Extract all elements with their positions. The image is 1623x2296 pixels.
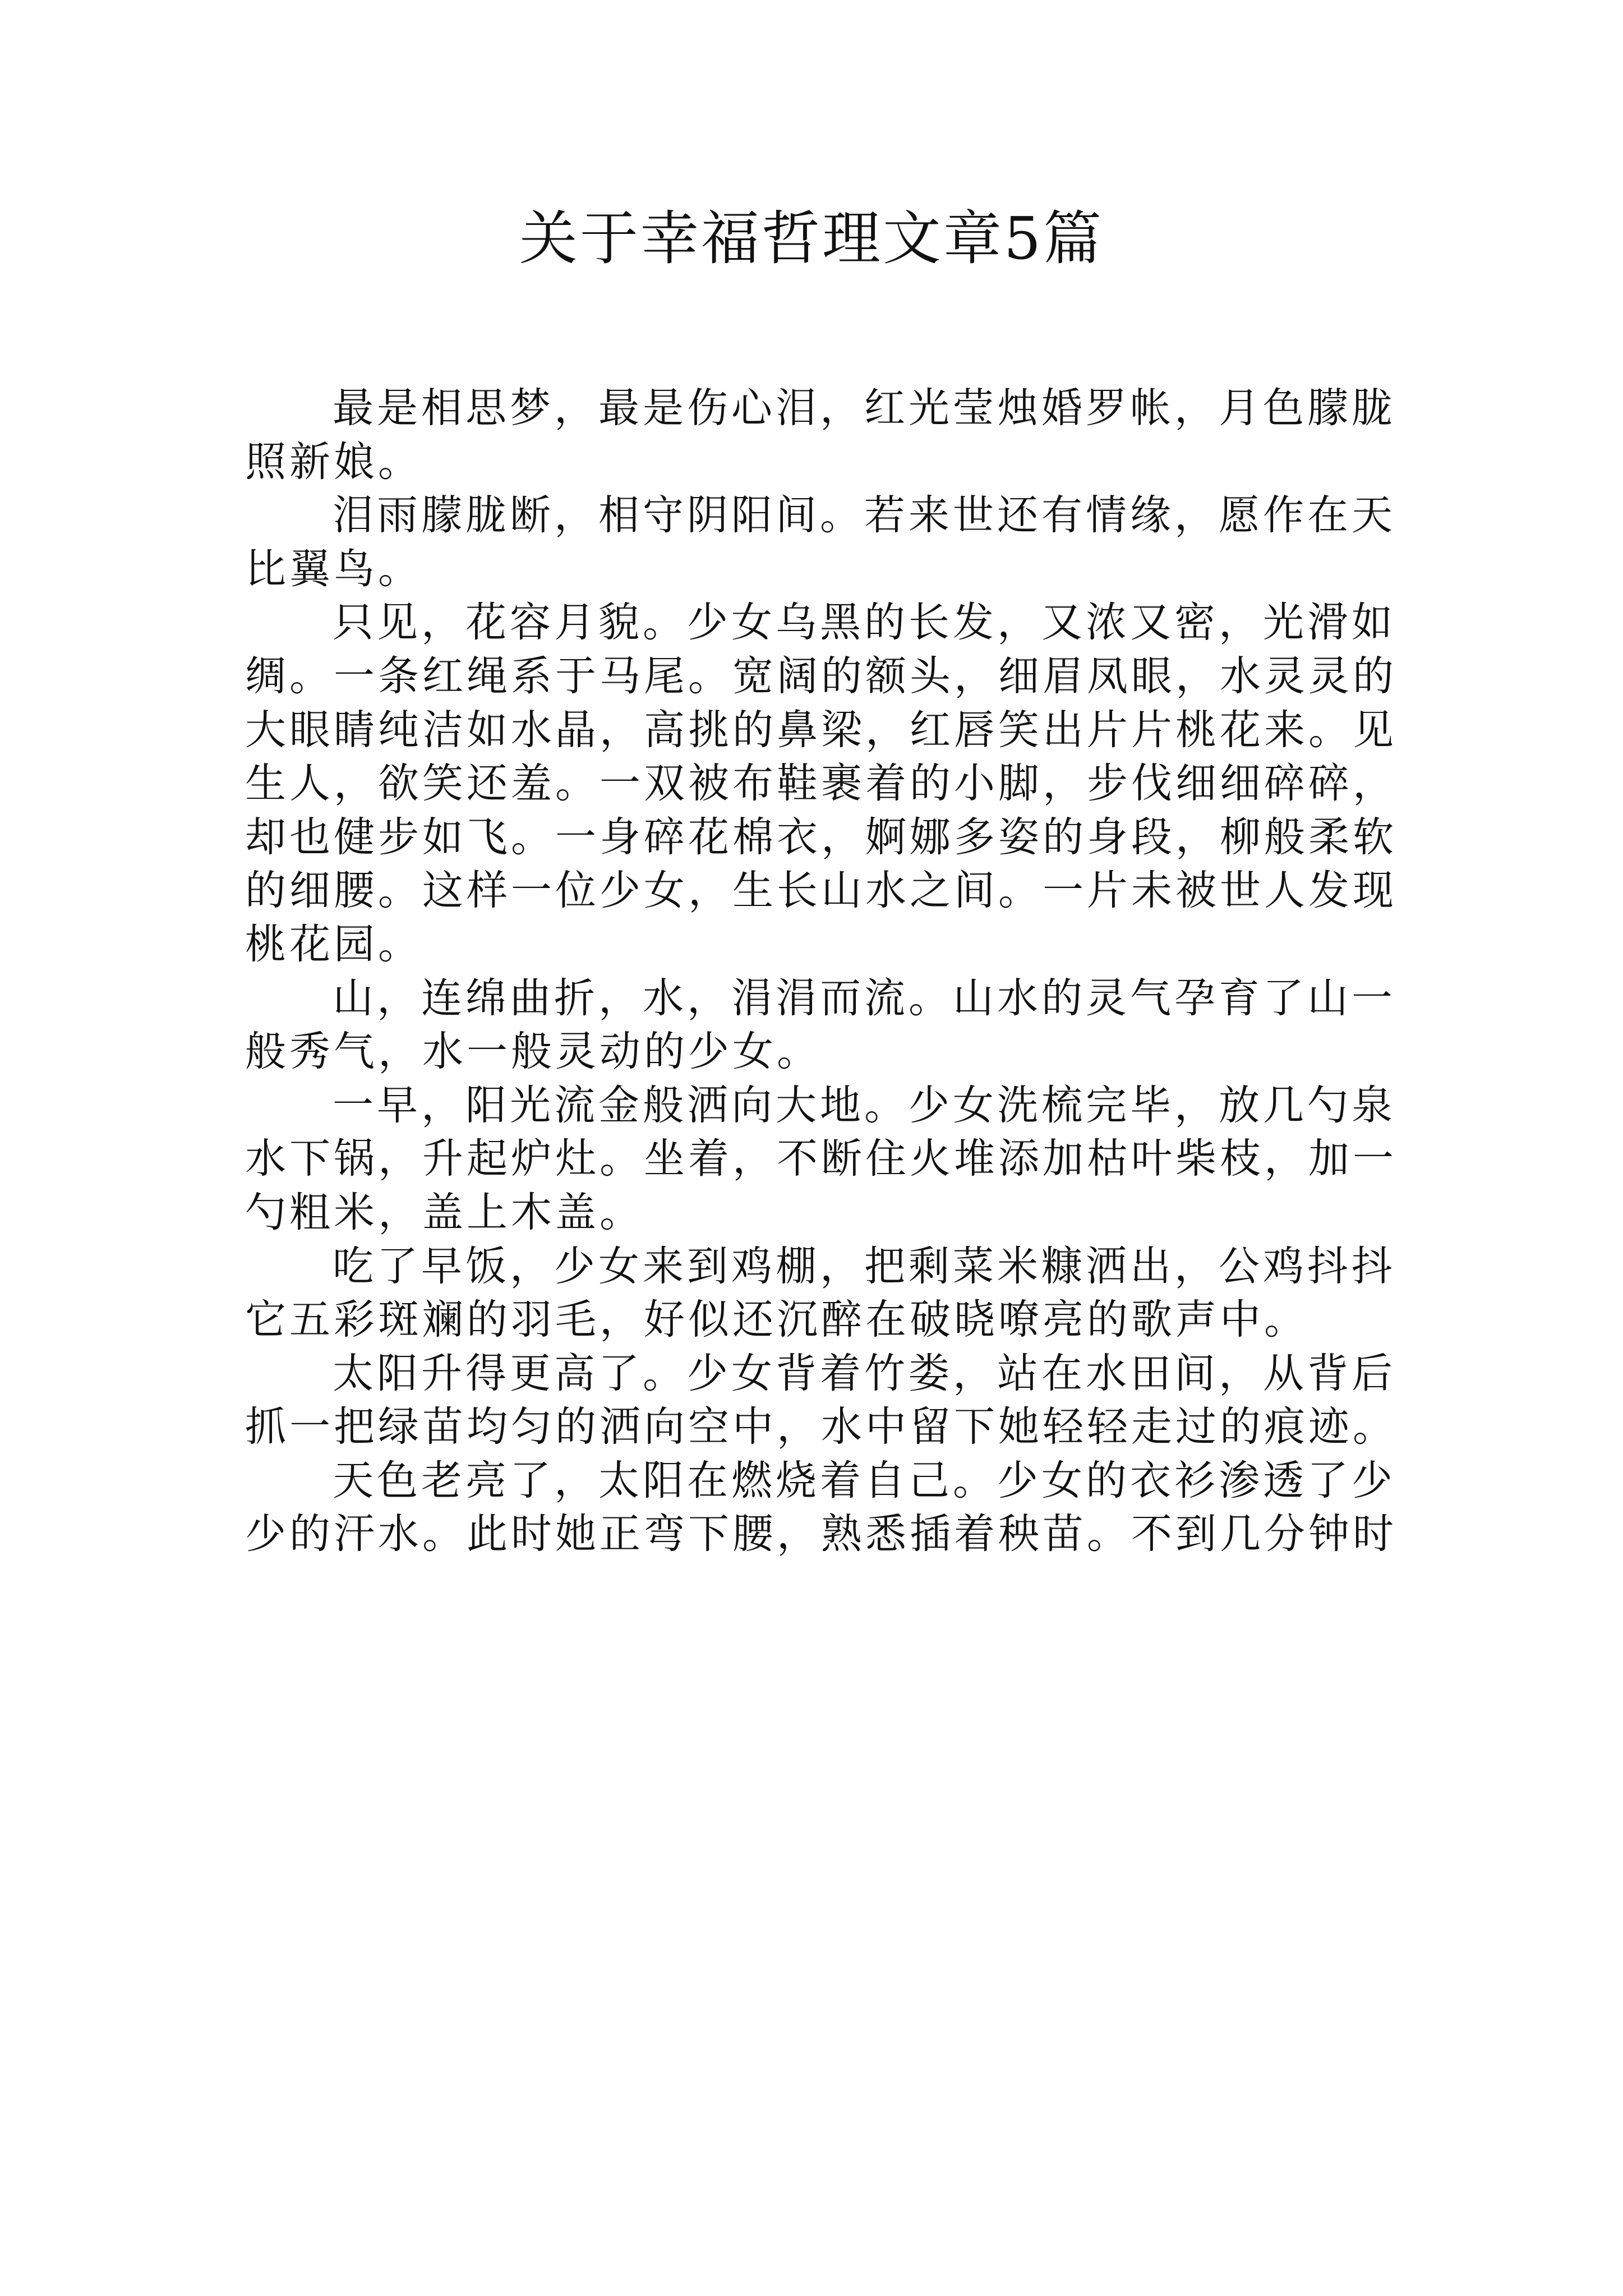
text-line: 太阳升得更高了。少女背着竹娄，站在水田间，从背后: [333, 1349, 1396, 1397]
paragraph: [245, 972, 1396, 1079]
document-body: [245, 381, 1397, 1561]
text-line: 的细腰。这样一位少女，生长山水之间。一片未被世人发现: [245, 867, 1397, 915]
text-line: 桃花园。: [245, 920, 422, 968]
document-title: 关于幸福哲理文章5篇: [519, 204, 1104, 273]
text-line: 生人，欲笑还羞。一双被布鞋裹着的小脚，步伐细细碎碎，: [245, 760, 1397, 808]
text-line: 大眼睛纯洁如水晶，高挑的鼻梁，红唇笑出片片桃花来。见: [245, 706, 1397, 754]
text-line: 比翼鸟。: [245, 545, 422, 593]
text-line: 它五彩斑斓的羽毛，好似还沉醉在破晓嘹亮的歌声中。: [245, 1296, 1308, 1344]
text-line: 天色老亮了，太阳在燃烧着自己。少女的衣衫渗透了少: [333, 1456, 1396, 1504]
paragraph: [245, 596, 1397, 971]
text-line: 山，连绵曲折，水，涓涓而流。山水的灵气孕育了山一: [333, 974, 1396, 1022]
text-line: 一早，阳光流金般洒向大地。少女洗梳完毕，放几勺泉: [333, 1081, 1396, 1129]
paragraph: [245, 1454, 1397, 1561]
paragraph: [245, 489, 1396, 596]
text-line: 般秀气，水一般灵动的少女。: [245, 1028, 821, 1076]
paragraph: [245, 1079, 1397, 1240]
paragraph: [245, 1347, 1397, 1454]
text-line: 水下锅，升起炉灶。坐着，不断住火堆添加枯叶柴枝，加一: [245, 1135, 1397, 1183]
paragraph: [245, 1240, 1396, 1347]
text-line: 吃了早饭，少女来到鸡棚，把剩菜米糠洒出，公鸡抖抖: [333, 1242, 1396, 1290]
paragraph: [245, 381, 1396, 489]
text-line: 绸。一条红绳系于马尾。宽阔的额头，细眉凤眼，水灵灵的: [245, 652, 1397, 700]
text-line: 却也健步如飞。一身碎花棉衣，婀娜多姿的身段，柳般柔软: [245, 813, 1397, 861]
text-line: 泪雨朦胧断，相守阴阳间。若来世还有情缘，愿作在天: [333, 491, 1396, 540]
text-line: 照新娘。: [245, 438, 422, 486]
text-line: 最是相思梦，最是伤心泪，红光莹烛婚罗帐，月色朦胧: [333, 384, 1396, 432]
text-line: 只见，花容月貌。少女乌黑的长发，又浓又密，光滑如: [333, 599, 1396, 647]
text-line: 勺粗米，盖上木盖。: [245, 1188, 644, 1236]
text-line: 抓一把绿苗均匀的洒向空中，水中留下她轻轻走过的痕迹。: [245, 1403, 1397, 1451]
text-line: 少的汗水。此时她正弯下腰，熟悉插着秧苗。不到几分钟时: [245, 1510, 1397, 1558]
